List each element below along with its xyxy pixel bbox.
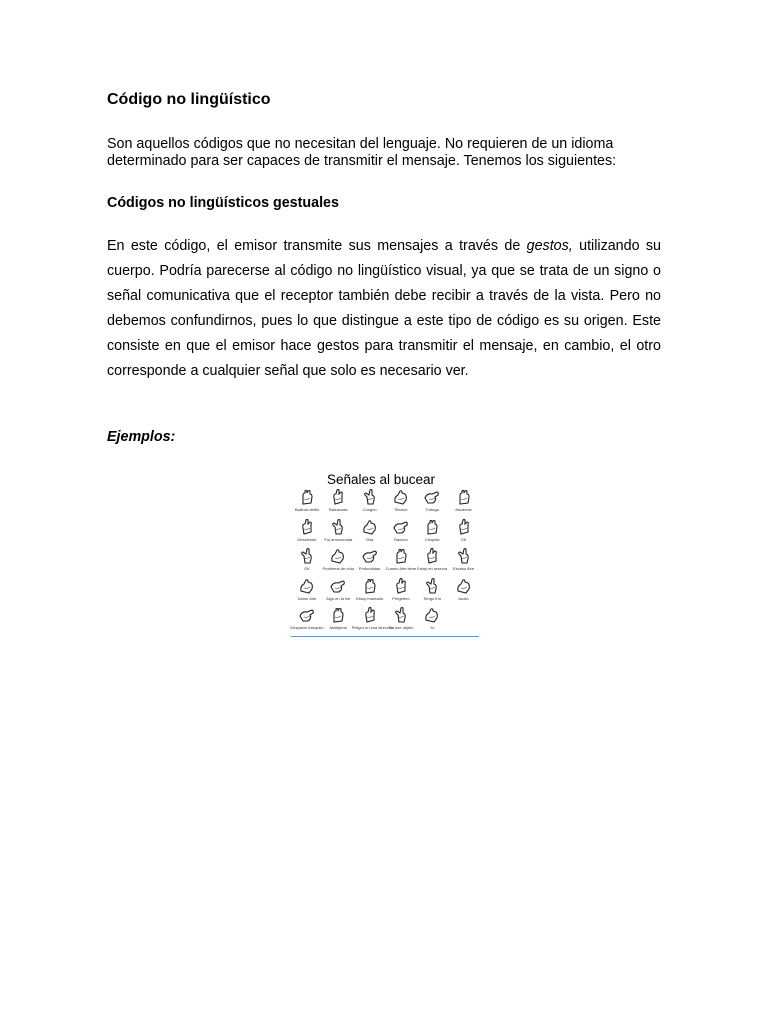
hand-gesture-icon [392, 547, 410, 565]
hand-signal-label: Profundidad [358, 566, 381, 571]
hand-gesture-icon [423, 518, 441, 536]
hand-gesture-icon [423, 606, 441, 624]
hand-signal-cell [385, 518, 417, 547]
diving-signals-figure [289, 470, 481, 640]
page-title: Código no lingüístico [107, 91, 271, 108]
hand-signal-label: Racimo [394, 536, 408, 542]
hand-signal-label: Despacio tranquilo [290, 625, 324, 630]
hand-gesture-icon [423, 547, 441, 565]
hand-signal-cell [416, 488, 448, 517]
hand-signal-label: Fui arrinconada [324, 536, 353, 542]
hand-gesture-icon [329, 606, 347, 624]
hand-signal-label: OK [304, 566, 310, 571]
hand-signal-label: Chiquita [424, 536, 440, 542]
hand-signal-label: Escaso Aire [452, 566, 475, 571]
hand-gesture-icon [329, 488, 347, 506]
hand-gesture-icon [329, 547, 347, 565]
hand-gesture-icon [361, 518, 379, 536]
intro-paragraph: Son aquellos códigos que no necesitan del lenguaje. No requieren de un idioma determinado para ser capaces de transmitir el mensaje. Tenemos los siguientes: [107, 136, 617, 169]
hand-signal-cell [416, 577, 448, 606]
hand-signal-cell [291, 518, 323, 547]
examples-label: Ejemplos: [107, 429, 176, 445]
hand-signal-label: Estoy en reserva [417, 566, 448, 571]
hand-gesture-icon [455, 547, 473, 565]
hand-gesture-icon [329, 577, 347, 595]
hand-signal-label: OK [460, 536, 467, 542]
hand-gesture-icon [392, 518, 410, 536]
hand-gesture-icon [455, 518, 473, 536]
body-text-start: En este código, el emisor transmite sus mensajes a través de [107, 238, 527, 254]
hand-gesture-icon [329, 518, 347, 536]
section-title: Códigos no lingüísticos gestuales [107, 195, 339, 211]
hand-signal-label: Tortuga [425, 507, 439, 512]
hand-signal-cell [322, 488, 354, 517]
hand-signal-cell [291, 488, 323, 517]
hand-gesture-icon [298, 547, 316, 565]
hand-signal-label: Dame Aire [297, 595, 317, 601]
hand-signal-label: Desciende [297, 536, 317, 542]
hand-signal-cell [448, 488, 480, 517]
hand-signal-cell [385, 606, 417, 635]
hand-gesture-icon [392, 606, 410, 624]
hand-signal-label: Peligro en esa dirección [351, 625, 395, 630]
hand-gesture-icon [361, 577, 379, 595]
hand-gesture-icon [392, 488, 410, 506]
hand-signal-label: Tengo frío [423, 595, 442, 601]
hand-signal-cell [416, 547, 448, 576]
hand-signal-cell [354, 577, 386, 606]
hand-signal-cell [354, 488, 386, 517]
hand-gesture-icon [361, 606, 379, 624]
hand-signal-cell [416, 518, 448, 547]
hand-signal-label: Problema de oído [322, 566, 355, 571]
hand-signal-label: Audio [458, 595, 469, 601]
hand-gesture-icon [455, 577, 473, 595]
hand-signal-cell [291, 547, 323, 576]
hand-gesture-icon [298, 518, 316, 536]
hand-signal-cell [322, 518, 354, 547]
body-paragraph [107, 234, 661, 384]
figure-baseline [291, 636, 479, 637]
hand-signal-label: Ballena delfín [294, 507, 320, 512]
hand-signal-label: Pregelero [392, 595, 410, 601]
hand-signal-cell [448, 547, 480, 576]
hand-signal-label: Tiburón [394, 507, 408, 512]
hand-signal-cell [322, 577, 354, 606]
hand-signal-cell [291, 577, 323, 606]
hand-signal-cell [322, 606, 354, 635]
hand-signal-label: Algo en la mir [326, 595, 351, 601]
hand-signal-cell [291, 606, 323, 635]
hand-signal-cell [448, 518, 480, 547]
body-text-end: utilizando su cuerpo. Podría parecerse al código no lingüístico visual, ya que se trata de un signo o señal comunicativa que el receptor también debe recibir a través de la vista. Pero no debemos confundirnos, pues lo que distingue a este tipo de código es su origen. Este consiste en que el emisor hace gestos para transmitir el mensaje, en cambio, el otro corresponde a cualquier señal que solo es necesario ver. [107, 238, 661, 379]
hand-signal-cell [354, 547, 386, 576]
hand-signal-cell [354, 518, 386, 547]
hand-gesture-icon [423, 488, 441, 506]
hand-signal-cell [322, 547, 354, 576]
hand-signal-cell [385, 488, 417, 517]
hand-signal-cell [385, 577, 417, 606]
hand-signal-label: Tu, ese objeto [388, 625, 414, 630]
hand-signal-label: Asciende [455, 507, 472, 512]
hand-signal-label: Muléjame [329, 625, 347, 630]
hand-signal-label: Gira [365, 536, 374, 542]
hand-signal-label: Cuanto Aire tiene [385, 566, 417, 571]
hand-signal-cell [416, 606, 448, 635]
hand-signal-label: Congrio [362, 507, 377, 512]
hand-gesture-icon [298, 488, 316, 506]
hand-gesture-icon [423, 577, 441, 595]
hand-signal-label: Estoy mareado [356, 595, 384, 601]
hand-gesture-icon [298, 606, 316, 624]
hand-gesture-icon [392, 577, 410, 595]
figure-title: Señales al bucear [326, 472, 436, 487]
hand-signal-label: Yo [429, 625, 435, 630]
body-italic-word: gestos, [526, 238, 573, 254]
hand-gesture-icon [455, 488, 473, 506]
hand-signal-cell [351, 606, 395, 635]
hand-gesture-icon [361, 488, 379, 506]
hand-signal-cell [448, 577, 480, 606]
hand-signal-cell [385, 547, 417, 576]
hand-signal-label: Barracuda [329, 507, 348, 512]
hand-gesture-icon [361, 547, 379, 565]
hand-gesture-icon [298, 577, 316, 595]
